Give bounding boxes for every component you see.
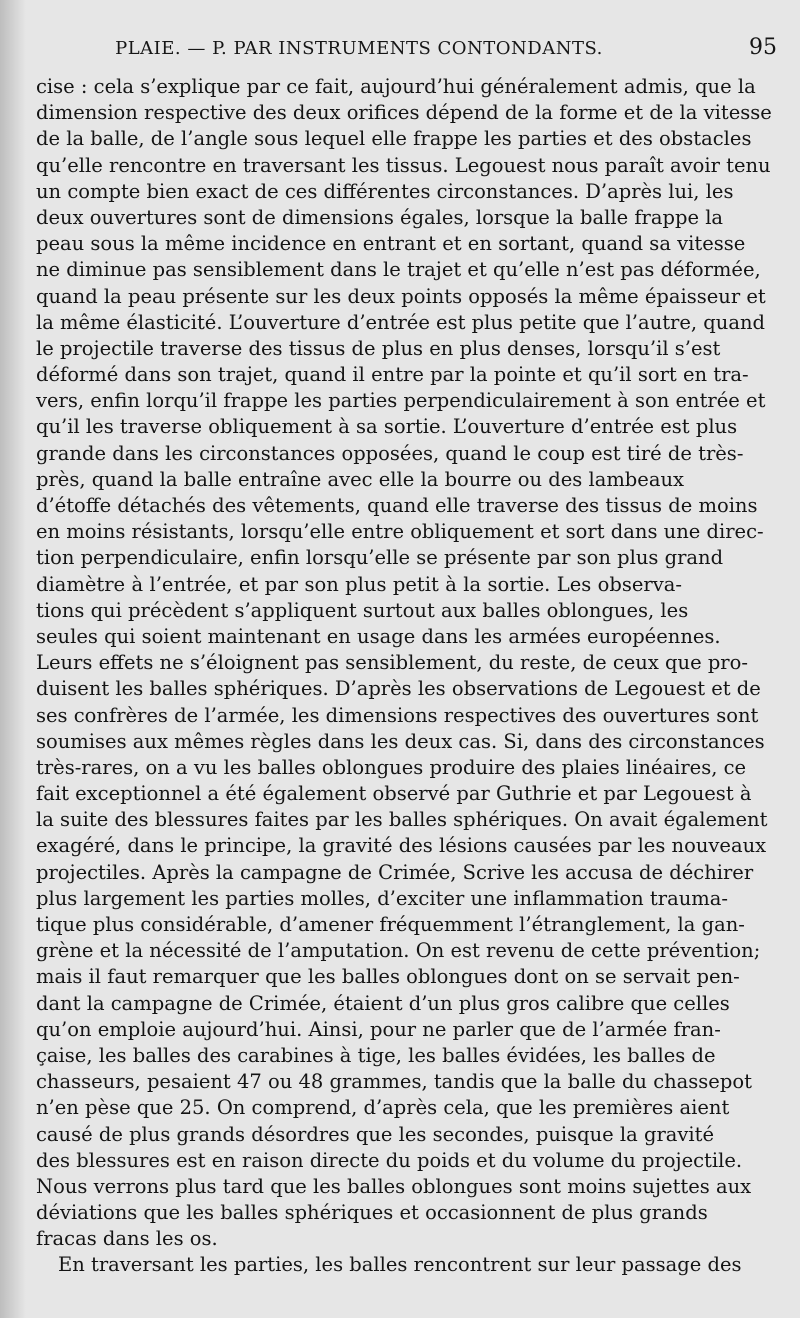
text-line: la suite des blessures faites par les balles sphériques. On avait également — [36, 808, 768, 832]
text-line: Nous verrons plus tard que les balles oblongues sont moins sujettes aux — [36, 1174, 752, 1198]
text-line: grène et la nécessité de l’amputation. On est revenu de cette prévention; — [36, 939, 761, 963]
text-line: seules qui soient maintenant en usage dans les armées européennes. — [36, 624, 721, 648]
text-line: projectiles. Après la campagne de Crimée, Scrive les accusa de déchirer — [36, 860, 754, 884]
text-line: un compte bien exact de ces différentes circonstances. D’après lui, les — [36, 179, 734, 203]
text-line: çaise, les balles des carabines à tige, les balles évidées, les balles de — [36, 1043, 716, 1067]
text-line: causé de plus grands désordres que les secondes, puisque la gravité — [36, 1122, 715, 1146]
text-line: quand la peau présente sur les deux points opposés la même épaisseur et — [36, 284, 766, 308]
text-line: de la balle, de l’angle sous lequel elle frappe les parties et des obstacles — [36, 127, 752, 151]
text-line: près, quand la balle entraîne avec elle la bourre ou des lambeaux — [36, 467, 685, 491]
text-line: qu’il les traverse obliquement à sa sortie. L’ouverture d’entrée est plus — [36, 415, 738, 439]
text-line: des blessures est en raison directe du poids et du volume du projectile. — [36, 1148, 743, 1172]
page-edge-shadow — [0, 0, 26, 1318]
text-line: duisent les balles sphériques. D’après les observations de Legouest et de — [36, 677, 761, 701]
text-line: dant la campagne de Crimée, étaient d’un plus gros calibre que celles — [36, 991, 730, 1015]
text-line: tions qui précèdent s’appliquent surtout aux balles oblongues, les — [36, 598, 689, 622]
text-line: très-rares, on a vu les balles oblongues produire des plaies linéaires, ce — [36, 755, 747, 779]
text-line: En traversant les parties, les balles rencontrent sur leur passage des — [58, 1253, 742, 1277]
text-line: ses confrères de l’armée, les dimensions respectives des ouvertures sont — [36, 703, 759, 727]
text-line: chasseurs, pesaient 47 ou 48 grammes, tandis que la balle du chassepot — [36, 1070, 752, 1094]
text-line: cise : cela s’explique par ce fait, aujourd’hui généralement admis, que la — [36, 75, 756, 98]
text-line: d’étoffe détachés des vêtements, quand elle traverse des tissus de moins — [36, 494, 758, 517]
text-line: soumises aux mêmes règles dans les deux cas. Si, dans des circonstances — [36, 729, 765, 753]
text-line: qu’on emploie aujourd’hui. Ainsi, pour ne parler que de l’armée fran- — [36, 1017, 721, 1041]
text-line: le projectile traverse des tissus de plus en plus denses, lorsqu’il s’est — [36, 336, 721, 360]
text-line: peau sous la même incidence en entrant et en sortant, quand sa vitesse — [36, 232, 746, 256]
page-header — [36, 35, 777, 68]
text-line: tique plus considérable, d’amener fréquemment l’étranglement, la gan- — [36, 913, 745, 936]
running-head: PLAIE. — P. PAR INSTRUMENTS CONTONDANTS. — [115, 38, 603, 59]
page-number: 95 — [749, 35, 777, 60]
text-line: la même élasticité. L’ouverture d’entrée est plus petite que l’autre, quand — [36, 310, 765, 334]
text-line: vers, enfin lorqu’il frappe les parties perpendiculairement à son entrée et — [36, 389, 766, 413]
text-line: mais il faut remarquer que les balles oblongues dont on se servait pen- — [36, 965, 740, 989]
text-line: n’en pèse que 25. On comprend, d’après cela, que les premières aient — [36, 1096, 730, 1120]
text-line: Leurs effets ne s’éloignent pas sensiblement, du reste, de ceux que pro- — [36, 651, 748, 675]
text-line: ne diminue pas sensiblement dans le trajet et qu’elle n’est pas déformée, — [36, 258, 761, 282]
text-line: plus largement les parties molles, d’exciter une inflammation trauma- — [36, 886, 728, 910]
text-line: grande dans les circonstances opposées, quand le coup est tiré de très- — [36, 441, 744, 465]
text-line: déformé dans son trajet, quand il entre par la pointe et qu’il sort en tra- — [36, 363, 749, 387]
text-line: déviations que les balles sphériques et occasionnent de plus grands — [36, 1201, 708, 1225]
text-line: exagéré, dans le principe, la gravité des lésions causées par les nouveaux — [36, 834, 767, 858]
text-line: dimension respective des deux orifices dépend de la forme et de la vitesse — [36, 101, 772, 125]
text-line: tion perpendiculaire, enfin lorsqu’elle se présente par son plus grand — [36, 546, 724, 570]
text-line: fracas dans les os. — [36, 1227, 218, 1251]
text-line: en moins résistants, lorsqu’elle entre obliquement et sort dans une direc- — [36, 520, 764, 544]
text-line: deux ouvertures sont de dimensions égales, lorsque la balle frappe la — [36, 205, 724, 229]
text-line: diamètre à l’entrée, et par son plus petit à la sortie. Les observa- — [36, 572, 682, 596]
text-line: qu’elle rencontre en traversant les tissus. Legouest nous paraît avoir tenu — [36, 153, 771, 177]
body-text — [36, 74, 772, 1279]
text-line: fait exceptionnel a été également observé par Guthrie et par Legouest à — [36, 782, 752, 806]
